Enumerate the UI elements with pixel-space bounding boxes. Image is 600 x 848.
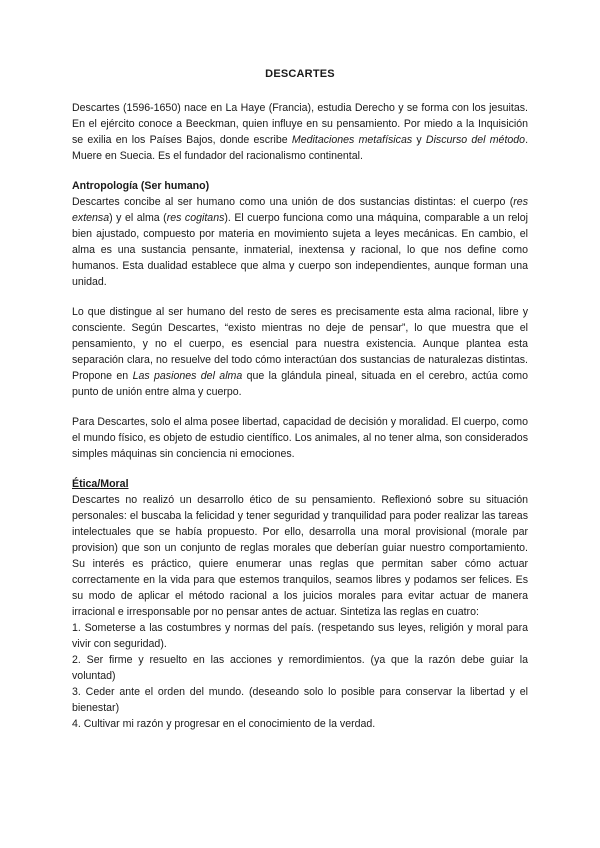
term-res-extensa: res extensa	[72, 196, 528, 224]
spacer	[72, 400, 528, 414]
etica-rule-3: 3. Ceder ante el orden del mundo. (deseando solo lo posible para conservar la libertad y el bienestar)	[72, 686, 528, 714]
antropologia-paragraph-1	[72, 194, 528, 290]
intro-paragraph	[72, 100, 528, 164]
intro-text-a: Descartes (1596-1650) nace en La Haye (Francia), estudia Derecho y se forma con los jesuitas. En el ejército conoce a Beeckman, quien influye en su pensamiento. Por miedo a la Inquisición se exilia en los Países Bajos, donde escribe	[72, 102, 528, 146]
document-title: DESCARTES	[265, 68, 335, 80]
section-heading-antropologia: Antropología (Ser humano)	[72, 180, 210, 192]
intro-text-b: y	[412, 134, 426, 146]
spacer	[72, 164, 528, 178]
spacer	[72, 462, 528, 476]
antropologia-p1-text-a: Descartes concibe al ser humano como una unión de dos sustancias distintas: el cuerpo (	[72, 196, 514, 208]
etica-rule-2: 2. Ser firme y resuelto en las acciones y remordimientos. (ya que la razón debe guiar la voluntad)	[72, 654, 528, 682]
antropologia-paragraph-2	[72, 304, 528, 400]
work-pasiones-del-alma: Las pasiones del alma	[132, 370, 243, 382]
antropologia-p2-text-b: que la glándula pineal, situada en el cerebro, actúa como punto de unión entre alma y cuerpo.	[72, 370, 528, 398]
spacer	[72, 290, 528, 304]
intro-text-c: . Muere en Suecia. Es el fundador del racionalismo continental.	[72, 134, 529, 162]
etica-paragraph-1: Descartes no realizó un desarrollo ético de su pensamiento. Reflexionó sobre su situación personales: el buscaba la felicidad y tener seguridad y tranquilidad para poder realizar las tareas intelectuales que se había propuesto. Por ello, desarrolla una moral provisional (morale par provision) que son un conjunto de reglas morales que deberían guiar nuestro comportamiento. Su interés es práctico, quiere enumerar unas reglas que permitan saber cómo actuar correctamente en la vida para que estemos tranquilos, seamos libres y podamos ser felices. Es su modo de aplicar el método racional a los juicios morales para evitar actuar de manera irracional e irresponsable por no pensar antes de actuar. Sintetiza las reglas en cuatro:	[72, 494, 528, 618]
antropologia-p2-text-a: Lo que distingue al ser humano del resto de seres es precisamente esta alma racional, libre y consciente. Según Descartes, “existo mientras no deje de pensar”, lo que muestra que el pensamiento, y no el cuerpo, es esencial para nuestra existencia. Aunque plantea esta separación clara, no resuelve del todo cómo interactúan dos sustancias de naturalezas distintas. Propone en	[72, 306, 528, 382]
section-heading-etica: Ética/Moral	[72, 478, 129, 490]
intro-work-meditaciones: Meditaciones metafísicas	[291, 134, 413, 146]
etica-rule-4: 4. Cultivar mi razón y progresar en el conocimiento de la verdad.	[72, 718, 376, 730]
antropologia-p1-text-b: ) y el alma (	[109, 212, 167, 224]
etica-rule-1: 1. Someterse a las costumbres y normas del país. (respetando sus leyes, religión y moral para vivir con seguridad).	[72, 622, 528, 650]
intro-work-discurso: Discurso del método	[425, 134, 526, 146]
document-page	[72, 68, 528, 732]
antropologia-paragraph-3: Para Descartes, solo el alma posee libertad, capacidad de decisión y moralidad. El cuerpo, como el mundo físico, es objeto de estudio científico. Los animales, al no tener alma, son considerados simples máquinas sin conciencia ni emociones.	[72, 416, 528, 460]
term-res-cogitans: res cogitans	[166, 212, 225, 224]
antropologia-p1-text-c: ). El cuerpo funciona como una máquina, comparable a un reloj bien ajustado, compuesto por materia en movimiento sujeta a leyes mecánicas. En cambio, el alma es una sustancia pensante, inmaterial, inextensa y racional, lo que nos define como humanos. Esta dualidad establece que alma y cuerpo son independientes, aunque forman una unidad.	[72, 212, 528, 288]
